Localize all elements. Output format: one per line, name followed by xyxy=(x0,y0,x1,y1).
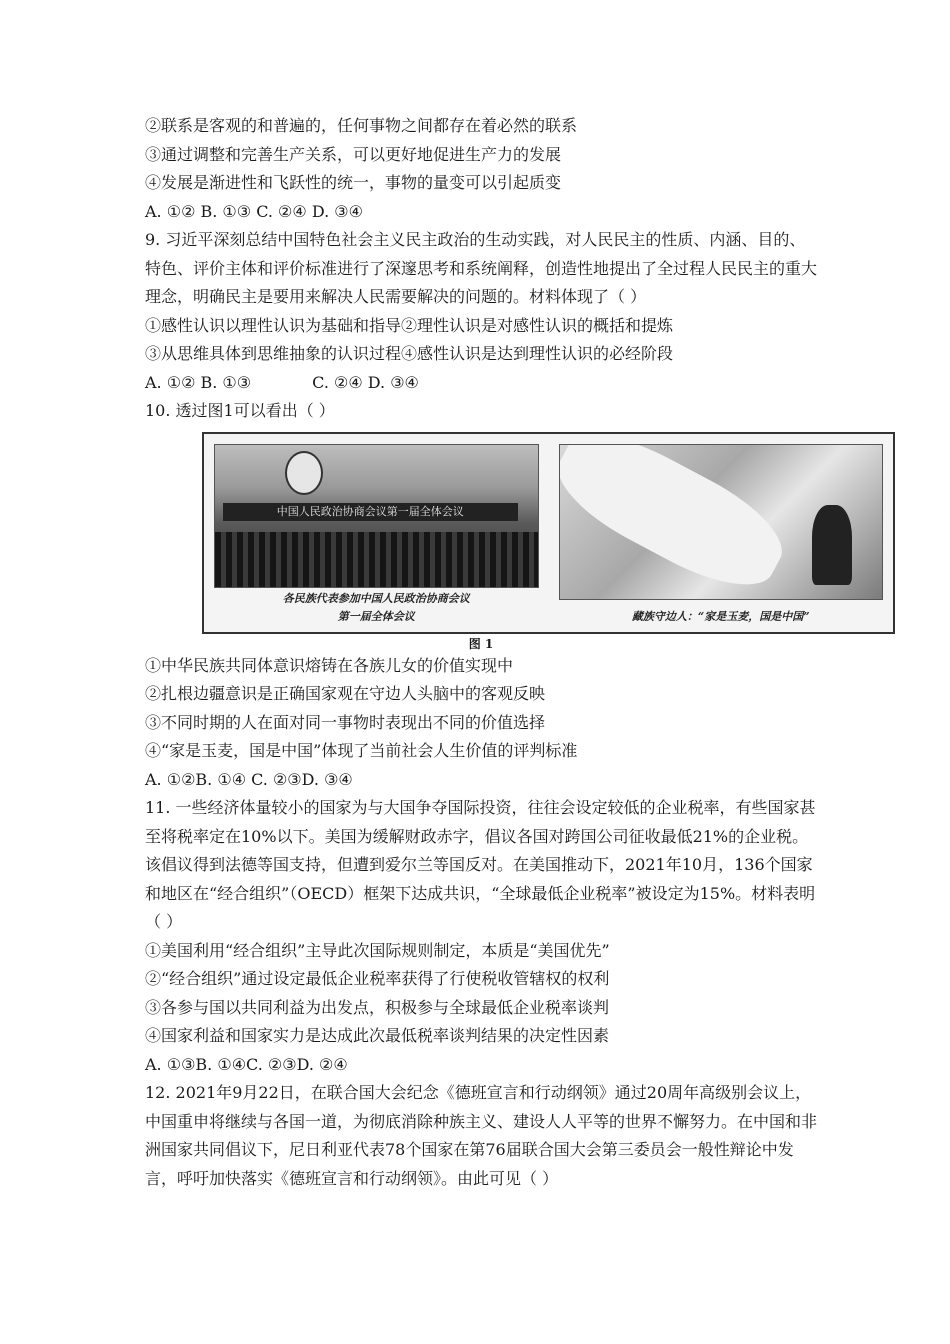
q10-option-1: ①中华民族共同体意识熔铸在各族儿女的价值实现中 xyxy=(145,655,514,675)
mountain-path-image xyxy=(559,444,797,600)
guard-figure-image xyxy=(812,505,852,585)
right-caption: 藏族守边人：“家是玉麦，国是中国” xyxy=(631,609,810,623)
q10-option-4: ④“家是玉麦，国是中国”体现了当前社会人生价值的评判标准 xyxy=(145,741,578,760)
q11-option-1: ①美国利用“经合组织”主导此次国际规则制定，本质是“美国优先” xyxy=(145,940,610,960)
q11-answers: A. ①③B. ①④C. ②③D. ②④ xyxy=(145,1054,348,1074)
exam-content xyxy=(145,112,817,1193)
meeting-banner: 中国人民政治协商会议第一届全体会议 xyxy=(223,503,518,521)
q10-option-2: ②扎根边疆意识是正确国家观在守边人头脑中的客观反映 xyxy=(145,684,546,703)
q11-option-4: ④国家利益和国家实力是达成此次最低税率谈判结果的决定性因素 xyxy=(145,1026,610,1045)
figure-left-panel xyxy=(214,444,539,624)
q10-option-3: ③不同时期的人在面对同一事物时表现出不同的价值选择 xyxy=(145,712,546,732)
q8-option-2: ②联系是客观的和普遍的，任何事物之间都存在着必然的联系 xyxy=(145,116,578,135)
q12-stem: 12. 2021年9月22日，在联合国大会纪念《德班宣言和行动纲领》通过20周年高级别会议上，中国重申将继续与各国一道，为彻底消除种族主义、建设人人平等的世界不懈努力。在中国和非洲国家共同倡议下，尼日利亚代表78个国家在第76届联合国大会第三委员会一般性辩论中发言，呼吁加快落实《德班宣言和行动纲领》。由此可见（ ） xyxy=(145,1083,818,1188)
q8-option-3: ③通过调整和完善生产关系，可以更好地促进生产力的发展 xyxy=(145,144,562,164)
q9-option-line-2: ③从思维具体到思维抽象的认识过程④感性认识是达到理性认识的必经阶段 xyxy=(145,344,674,363)
figure-label: 图 1 xyxy=(468,636,494,651)
figure-1 xyxy=(202,432,895,634)
q8-answers: A. ①② B. ①③ C. ②④ D. ③④ xyxy=(145,201,363,221)
q11-stem: 11. 一些经济体量较小的国家为与大国争夺国际投资，往往会设定较低的企业税率，有些国家甚至将税率定在10%以下。美国为缓解财政赤字，倡议各国对跨国公司征收最低21%的企业税。该倡议得到法德等国支持，但遭到爱尔兰等国反对。在美国推动下，2021年10月，136个国家和地区在“经合组织”（OECD）框架下达成共识，“全球最低企业税率”被设定为15%。材料表明（ ） xyxy=(145,798,816,931)
border-guard-photo xyxy=(559,444,884,600)
q9-answers: A. ①② B. ①③ C. ②④ D. ③④ xyxy=(145,372,419,392)
q10-answers: A. ①②B. ①④ C. ②③D. ③④ xyxy=(145,769,353,789)
portrait-image xyxy=(285,451,323,495)
q8-option-4: ④发展是渐进性和飞跃性的统一，事物的量变可以引起质变 xyxy=(145,173,562,192)
q10-stem: 10. 透过图1可以看出（ ） xyxy=(145,401,335,420)
left-caption-line-1: 各民族代表参加中国人民政治协商会议 xyxy=(282,591,470,605)
q9-stem: 9. 习近平深刻总结中国特色社会主义民主政治的生动实践，对人民民主的性质、内涵、目的、特色、评价主体和评价标准进行了深邃思考和系统阐释，创造性地提出了全过程人民民主的重大理念，明确民主是要用来解决人民需要解决的问题的。材料体现了（ ） xyxy=(145,230,818,306)
crowd-image xyxy=(215,532,538,587)
q11-option-2: ②“经合组织”通过设定最低企业税率获得了行使税收管辖权的权利 xyxy=(145,969,610,988)
cppcc-meeting-photo xyxy=(214,444,539,588)
q9-option-line-1: ①感性认识以理性认识为基础和指导②理性认识是对感性认识的概括和提炼 xyxy=(145,315,674,335)
left-caption-line-2: 第一届全体会议 xyxy=(337,609,415,623)
figure-right-panel xyxy=(559,444,884,624)
q11-option-3: ③各参与国以共同利益为出发点，积极参与全球最低企业税率谈判 xyxy=(145,997,610,1017)
